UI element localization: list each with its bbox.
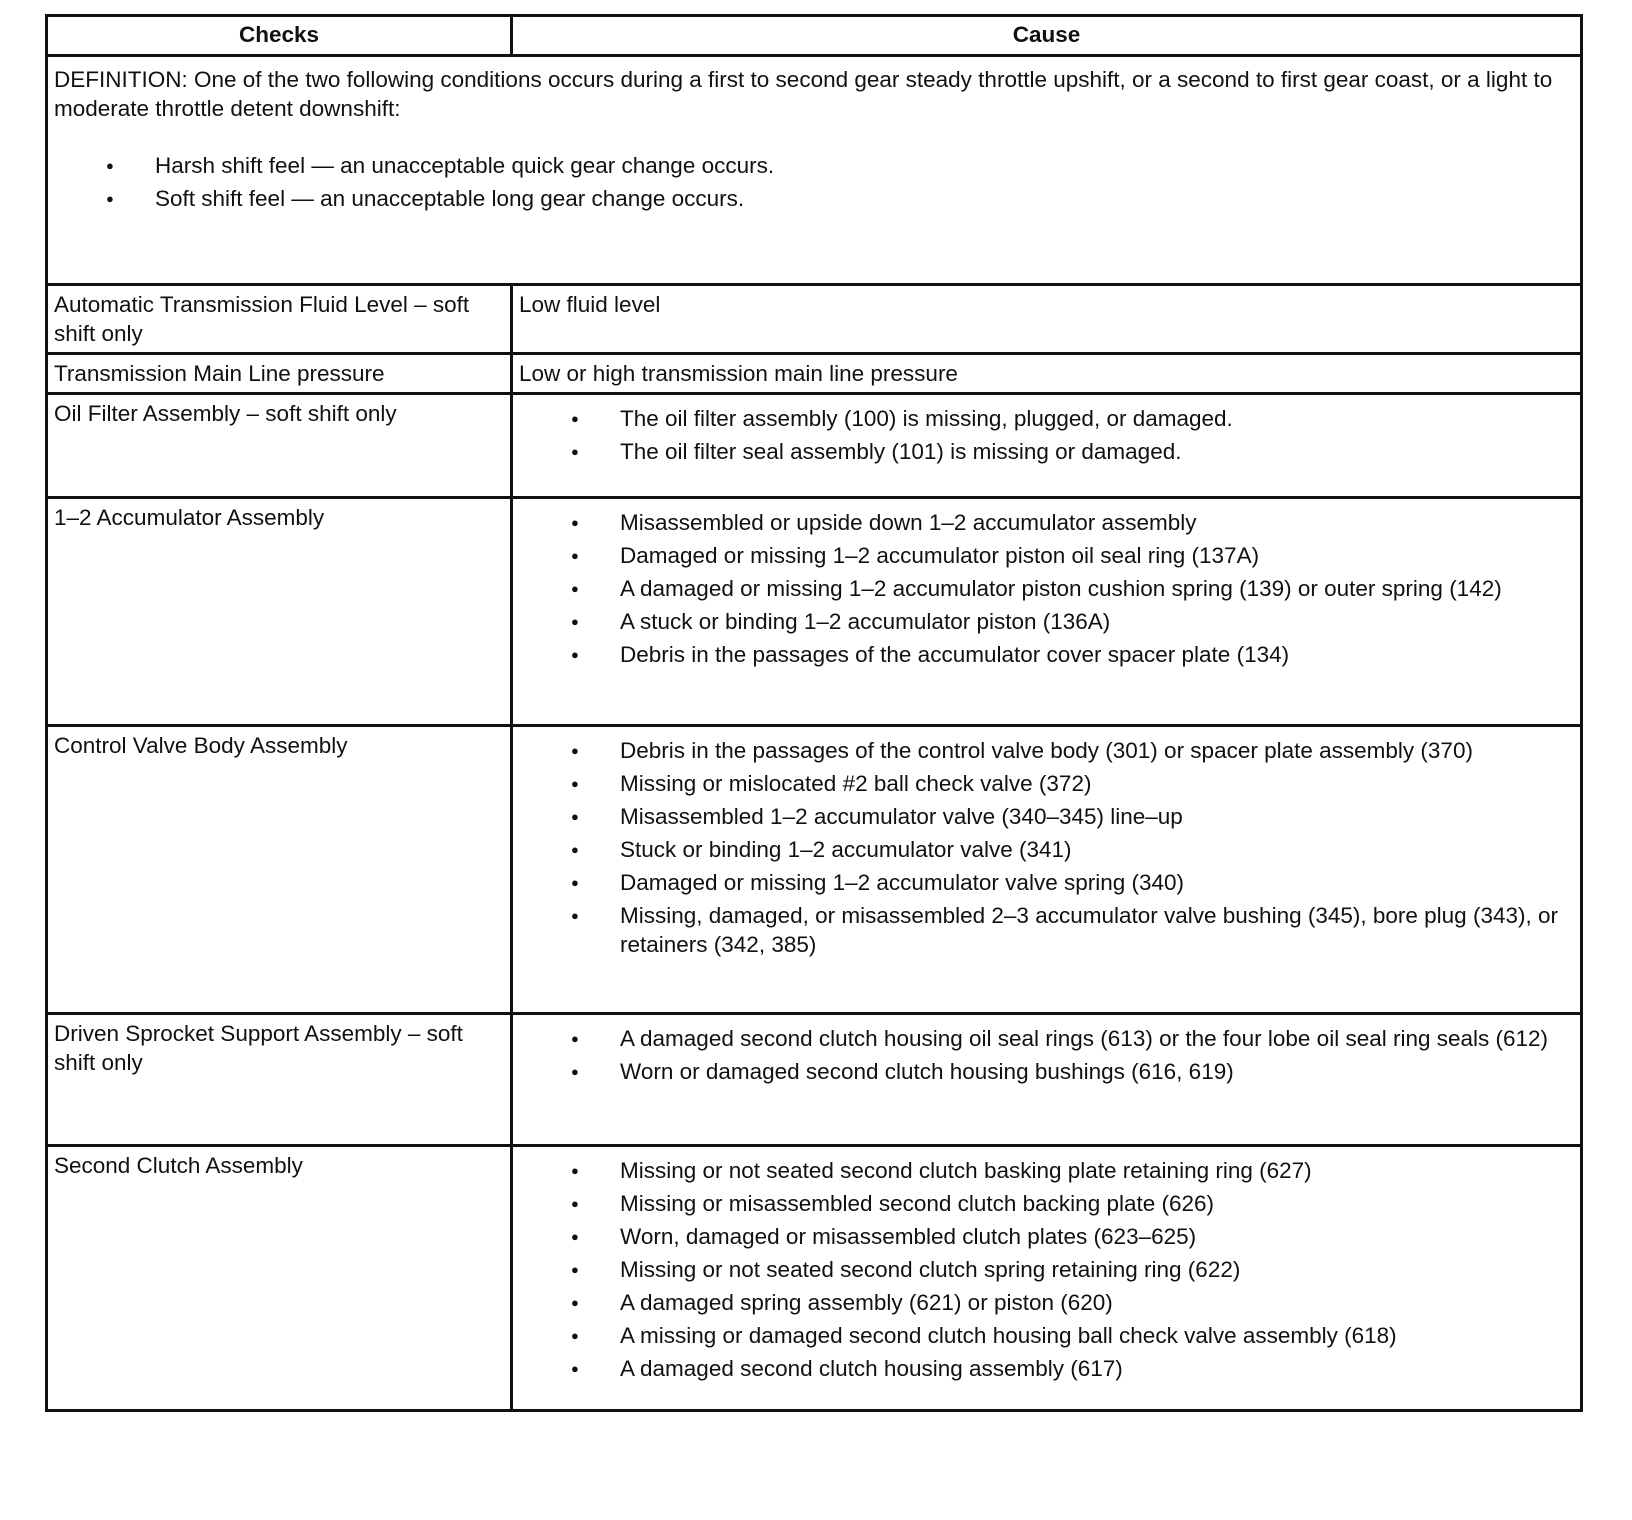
check-cell: 1–2 Accumulator Assembly [47,498,512,726]
cause-item: ● Missing or not seated second clutch basking plate retaining ring (627) [567,1156,1574,1185]
cause-cell [512,1146,1582,1411]
table-row [47,285,1582,354]
definition-item: ● Soft shift feel — an unacceptable long gear change occurs. [102,184,1574,213]
cause-item: ● Worn, damaged or misassembled clutch plates (623–625) [567,1222,1574,1251]
definition-row [47,56,1582,285]
check-cell: Control Valve Body Assembly [47,726,512,1014]
cause-item: ● A damaged or missing 1–2 accumulator piston cushion spring (139) or outer spring (142) [567,574,1574,603]
cause-cell [512,726,1582,1014]
table-row [47,394,1582,498]
cause-header: Cause [512,16,1582,56]
cause-item: ● Missing or not seated second clutch spring retaining ring (622) [567,1255,1574,1284]
cause-cell [512,498,1582,726]
cause-list [567,736,1574,959]
cause-item: ● The oil filter assembly (100) is missing, plugged, or damaged. [567,404,1574,433]
cause-item: ● A damaged second clutch housing oil seal rings (613) or the four lobe oil seal ring seals (612) [567,1024,1574,1053]
cause-cell [512,394,1582,498]
cause-item: ● The oil filter seal assembly (101) is missing or damaged. [567,437,1574,466]
definition-cell [47,56,1582,285]
table-row [47,1146,1582,1411]
cause-item: ● Missing or mislocated #2 ball check valve (372) [567,769,1574,798]
cause-item: ● A stuck or binding 1–2 accumulator piston (136A) [567,607,1574,636]
cause-list [567,1156,1574,1383]
check-cell: Automatic Transmission Fluid Level – soft shift only [47,285,512,354]
cause-item: ● Misassembled or upside down 1–2 accumulator assembly [567,508,1574,537]
cause-cell: Low fluid level [512,285,1582,354]
definition-text: DEFINITION: One of the two following conditions occurs during a first to second gear steady throttle upshift, or a second to first gear coast, or a light to moderate throttle detent downshift: [54,67,1553,121]
check-cell: Transmission Main Line pressure [47,354,512,394]
cause-item: ● A damaged spring assembly (621) or piston (620) [567,1288,1574,1317]
cause-item: ● Debris in the passages of the control valve body (301) or spacer plate assembly (370) [567,736,1574,765]
cause-item: ● Misassembled 1–2 accumulator valve (340–345) line–up [567,802,1574,831]
cause-item: ● Stuck or binding 1–2 accumulator valve (341) [567,835,1574,864]
table-row [47,1014,1582,1146]
check-cell: Oil Filter Assembly – soft shift only [47,394,512,498]
cause-list [567,404,1574,466]
cause-list [567,1024,1574,1086]
table-row [47,498,1582,726]
check-cell: Second Clutch Assembly [47,1146,512,1411]
table-row [47,354,1582,394]
cause-item: ● Damaged or missing 1–2 accumulator piston oil seal ring (137A) [567,541,1574,570]
cause-item: ● A missing or damaged second clutch housing ball check valve assembly (618) [567,1321,1574,1350]
table-row [47,726,1582,1014]
cause-item: ● Missing or misassembled second clutch backing plate (626) [567,1189,1574,1218]
cause-item: ● A damaged second clutch housing assembly (617) [567,1354,1574,1383]
cause-item: ● Worn or damaged second clutch housing bushings (616, 619) [567,1057,1574,1086]
checks-header: Checks [47,16,512,56]
cause-item: ● Debris in the passages of the accumulator cover spacer plate (134) [567,640,1574,669]
cause-cell [512,1014,1582,1146]
cause-cell: Low or high transmission main line pressure [512,354,1582,394]
cause-list [567,508,1574,669]
check-cell: Driven Sprocket Support Assembly – soft shift only [47,1014,512,1146]
cause-item: ● Damaged or missing 1–2 accumulator valve spring (340) [567,868,1574,897]
definition-list [102,151,1574,213]
header-row [47,16,1582,56]
definition-item: ● Harsh shift feel — an unacceptable quick gear change occurs. [102,151,1574,180]
diagnostic-table [45,14,1583,1412]
cause-item: ● Missing, damaged, or misassembled 2–3 accumulator valve bushing (345), bore plug (343), or retainers (342, 385) [567,901,1574,959]
